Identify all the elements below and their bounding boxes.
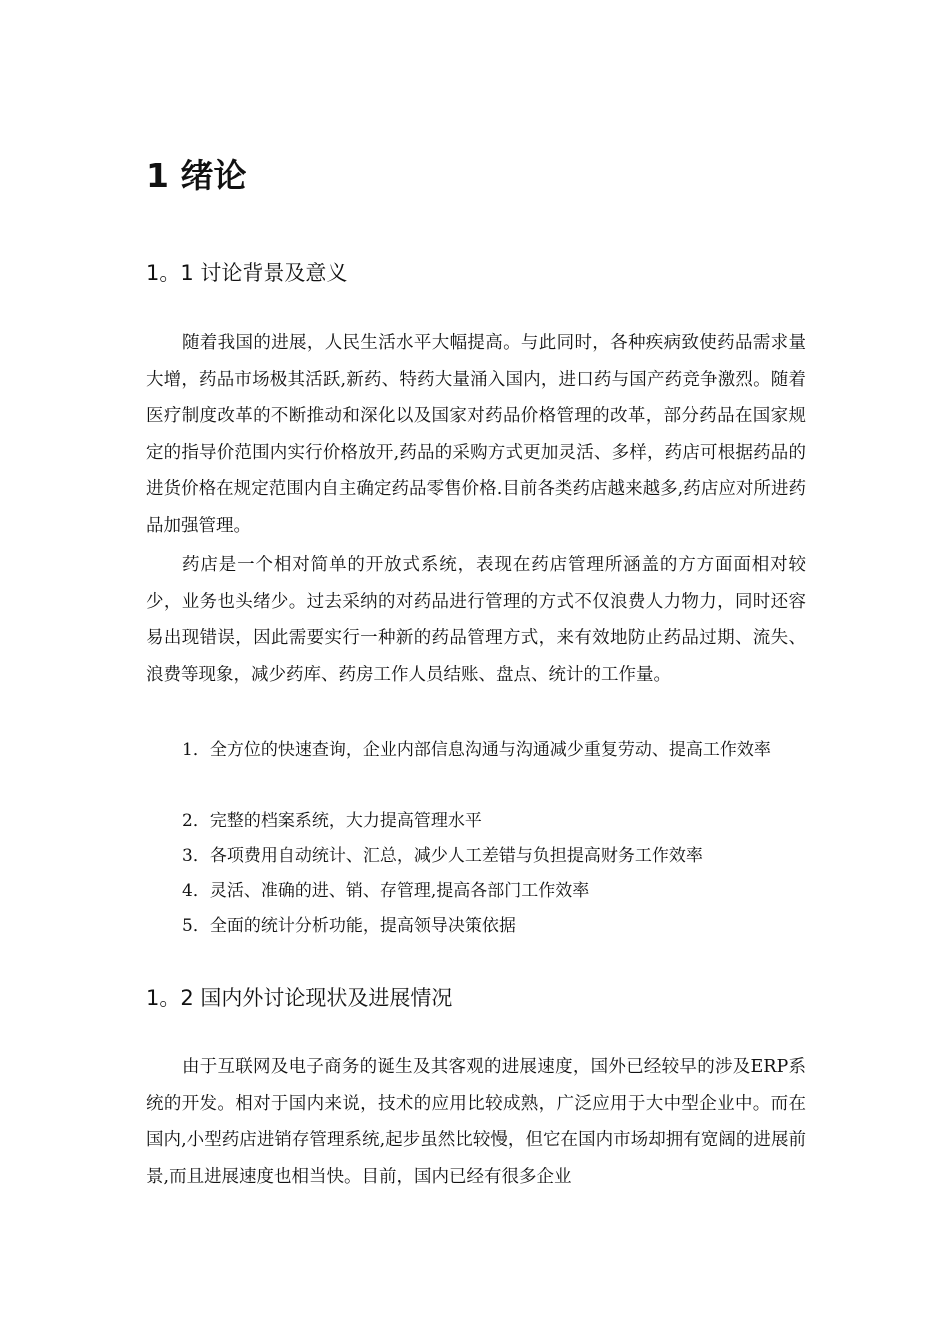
list-item: 1．全方位的快速查询，企业内部信息沟通与沟通减少重复劳动、提高工作效率	[182, 740, 771, 760]
body-paragraph: 随着我国的进展，人民生活水平大幅提高。与此同时，各种疾病致使药品需求量大增，药品市场极其活跃,新药、特药大量涌入国内，进口药与国产药竞争激烈。随着医疗制度改革的不断推动和深化以及国家对药品价格管理的改革，部分药品在国家规定的指导价范围内实行价格放开,药品的采购方式更加灵活、多样，药店可根据药品的进货价格在规定范围内自主确定药品零售价格.目前各类药店越来越多,药店应对所进药品加强管理。	[146, 333, 806, 536]
list-item: 3．各项费用自动统计、汇总，减少人工差错与负担提高财务工作效率	[182, 846, 703, 866]
section-heading-1-2: 1。2 国内外讨论现状及进展情况	[146, 986, 453, 1010]
list-item: 4．灵活、准确的进、销、存管理,提高各部门工作效率	[182, 881, 590, 901]
body-paragraph: 由于互联网及电子商务的诞生及其客观的进展速度，国外已经较早的涉及ERP系统的开发。相对于国内来说，技术的应用比较成熟，广泛应用于大中型企业中。而在国内,小型药店进销存管理系统,起步虽然比较慢，但它在国内市场却拥有宽阔的进展前景,而且进展速度也相当快。目前，国内已经有很多企业	[146, 1057, 806, 1187]
list-item: 5．全面的统计分析功能，提高领导决策依据	[182, 916, 516, 936]
list-item: 2．完整的档案系统，大力提高管理水平	[182, 811, 482, 831]
section-heading-1-1: 1。1 讨论背景及意义	[146, 261, 348, 285]
chapter-title: 1 绪论	[146, 156, 247, 195]
body-paragraph: 药店是一个相对简单的开放式系统，表现在药店管理所涵盖的方方面面相对较少，业务也头绪少。过去采纳的对药品进行管理的方式不仅浪费人力物力，同时还容易出现错误，因此需要实行一种新的药品管理方式，来有效地防止药品过期、流失、浪费等现象，减少药库、药房工作人员结账、盘点、统计的工作量。	[146, 555, 806, 685]
